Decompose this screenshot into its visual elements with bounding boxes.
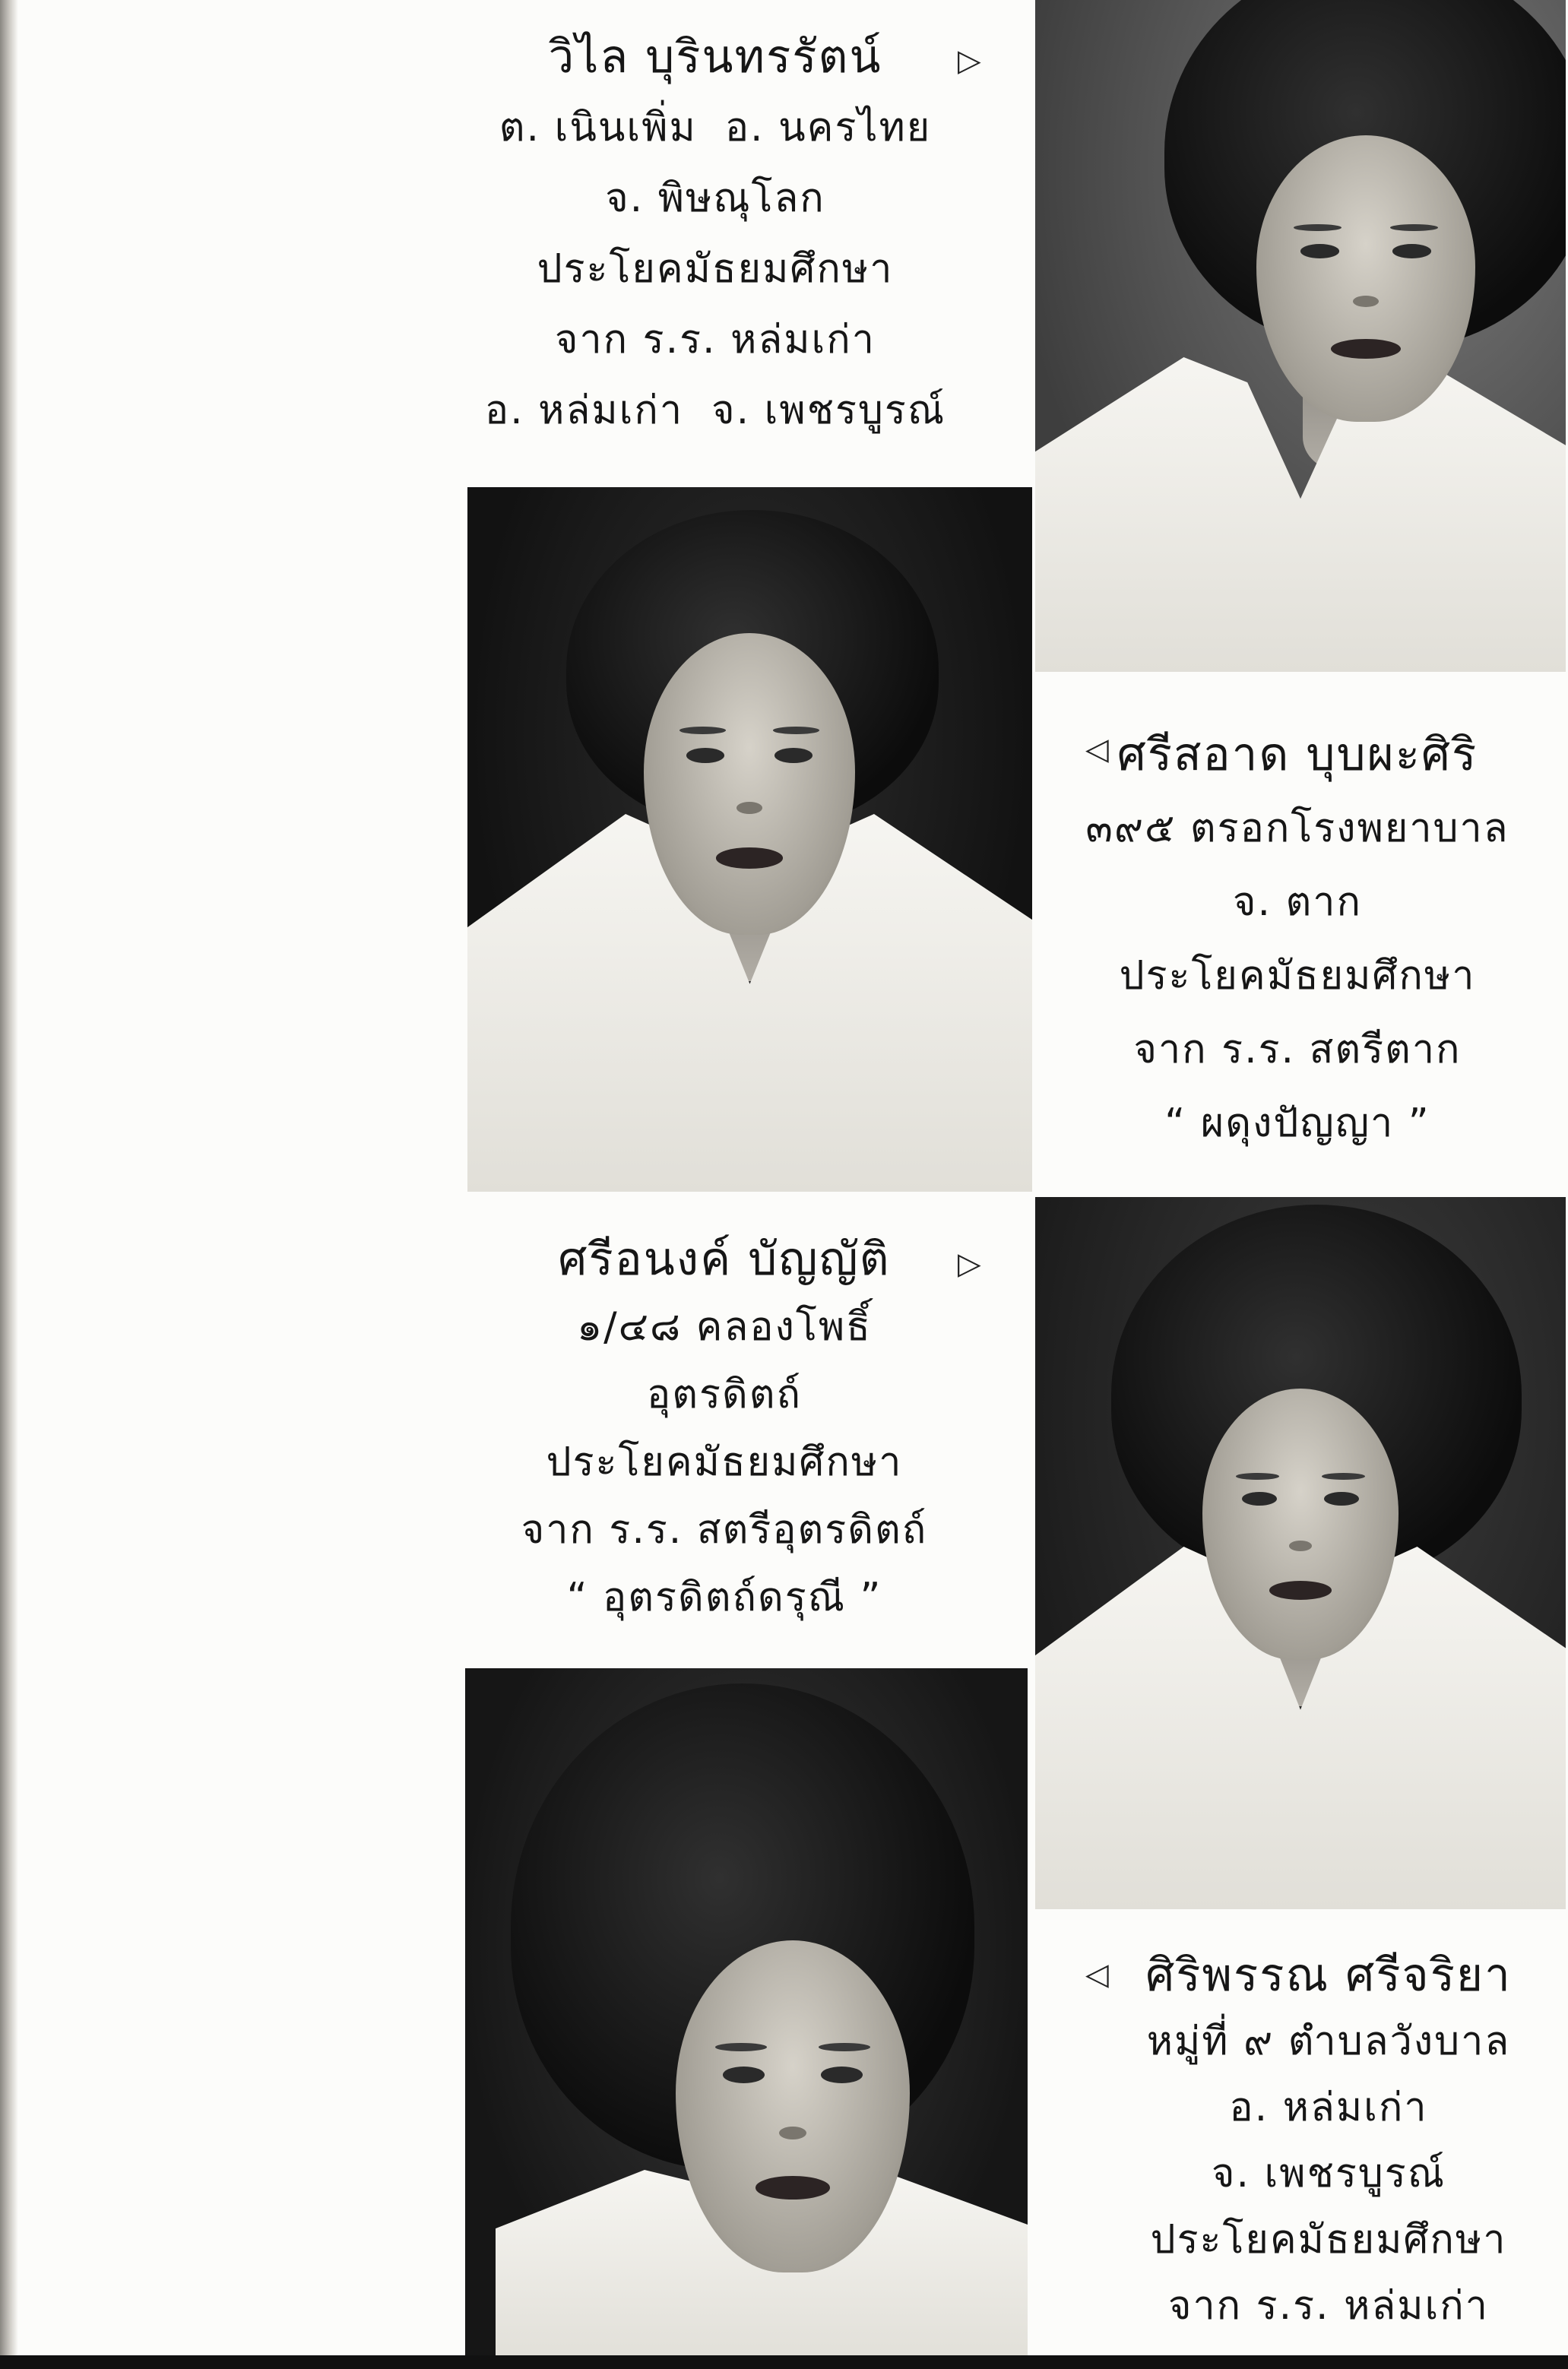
portrait-brow	[819, 2043, 870, 2051]
portrait-eye	[723, 2067, 765, 2083]
education-line: ประโยคมัธยมศึกษา	[546, 1439, 903, 1485]
pointer-right-icon: ▷	[958, 1246, 981, 1281]
school-line: จาก ร.ร. หล่มเก่า	[1167, 2283, 1489, 2329]
portrait-eye	[1242, 1492, 1277, 1506]
portrait-brow	[679, 727, 726, 734]
province-line: จ. เพชรบูรณ์	[1212, 2151, 1446, 2196]
education-line: ประโยคมัธยมศึกษา	[537, 246, 894, 292]
student-entry-3	[481, 1226, 968, 1632]
student-name: ศิริพรรณ ศรีจริยา	[1145, 1949, 1512, 2002]
portrait-brow	[1236, 1473, 1279, 1480]
address-line: หมู่ที่ ๙ ตำบลวังบาล	[1146, 2019, 1511, 2064]
page-bottom-rule	[0, 2355, 1568, 2369]
portrait-face	[676, 1940, 910, 2272]
district-line: อ. หล่มเก่า	[1229, 2085, 1428, 2130]
student-entry-1	[449, 22, 981, 446]
portrait-face	[1202, 1389, 1399, 1660]
portrait-lips	[716, 847, 784, 869]
student-name: ศรีอนงค์ บัญญัติ	[558, 1233, 891, 1286]
portrait-eye	[1392, 244, 1432, 258]
portrait-brow	[1390, 224, 1438, 231]
school-line: จาก ร.ร. สตรีตาก	[1133, 1027, 1462, 1072]
school-motto-line: “ ผดุงปัญญา ”	[1164, 1101, 1430, 1146]
portrait-nose	[1353, 296, 1380, 307]
portrait-eye	[821, 2067, 863, 2083]
school-location-line: อ. หล่มเก่า จ. เพชรบูรณ์	[484, 388, 946, 433]
province-line: อุตรดิตถ์	[647, 1372, 802, 1417]
portrait-photo-2	[467, 487, 1032, 1192]
portrait-brow	[1294, 224, 1342, 231]
portrait-eye	[1300, 244, 1340, 258]
address-line: ๑/๔๘ คลองโพธิ์	[577, 1304, 872, 1350]
address-line: ๓๙๕ ตรอกโรงพยาบาล	[1085, 806, 1509, 851]
portrait-brow	[773, 727, 819, 734]
student-entry-4	[1101, 1943, 1557, 2339]
education-line: ประโยคมัธยมศึกษา	[1150, 2217, 1507, 2263]
portrait-lips	[1269, 1581, 1332, 1600]
student-name: ศรีสอาด บุบผะศิริ	[1117, 728, 1478, 781]
portrait-photo-3	[1035, 1197, 1566, 1909]
portrait-blouse	[1035, 357, 1566, 672]
province-line: จ. ตาก	[1233, 879, 1362, 925]
portrait-brow	[715, 2043, 767, 2051]
portrait-nose	[779, 2127, 807, 2139]
portrait-lips	[755, 2176, 831, 2200]
pointer-left-icon: ◁	[1085, 1957, 1109, 1992]
portrait-eye	[1324, 1492, 1359, 1506]
portrait-brow	[1322, 1473, 1365, 1480]
portrait-lips	[1331, 339, 1401, 359]
province-line: จ. พิษณุโลก	[605, 176, 825, 221]
portrait-photo-1	[1035, 0, 1566, 672]
pointer-left-icon: ◁	[1085, 732, 1109, 767]
school-motto-line: “ อุตรดิตถ์ดรุณี ”	[566, 1575, 882, 1620]
address-line: ต. เนินเพิ่ม อ. นครไทย	[499, 105, 932, 150]
portrait-eye	[686, 748, 724, 763]
pointer-right-icon: ▷	[958, 43, 981, 78]
student-entry-2	[1054, 718, 1541, 1161]
student-name: วิไล บุรินทรรัตน์	[548, 30, 882, 84]
page-binding-edge	[0, 0, 18, 2369]
school-line: จาก ร.ร. หล่มเก่า	[554, 317, 876, 363]
education-line: ประโยคมัธยมศึกษา	[1119, 953, 1476, 999]
portrait-face	[644, 633, 855, 935]
school-line: จาก ร.ร. สตรีอุตรดิตถ์	[521, 1507, 928, 1553]
portrait-face	[1256, 135, 1475, 422]
portrait-nose	[1289, 1541, 1313, 1551]
portrait-eye	[774, 748, 813, 763]
portrait-photo-4	[465, 1668, 1028, 2365]
portrait-nose	[736, 802, 762, 814]
